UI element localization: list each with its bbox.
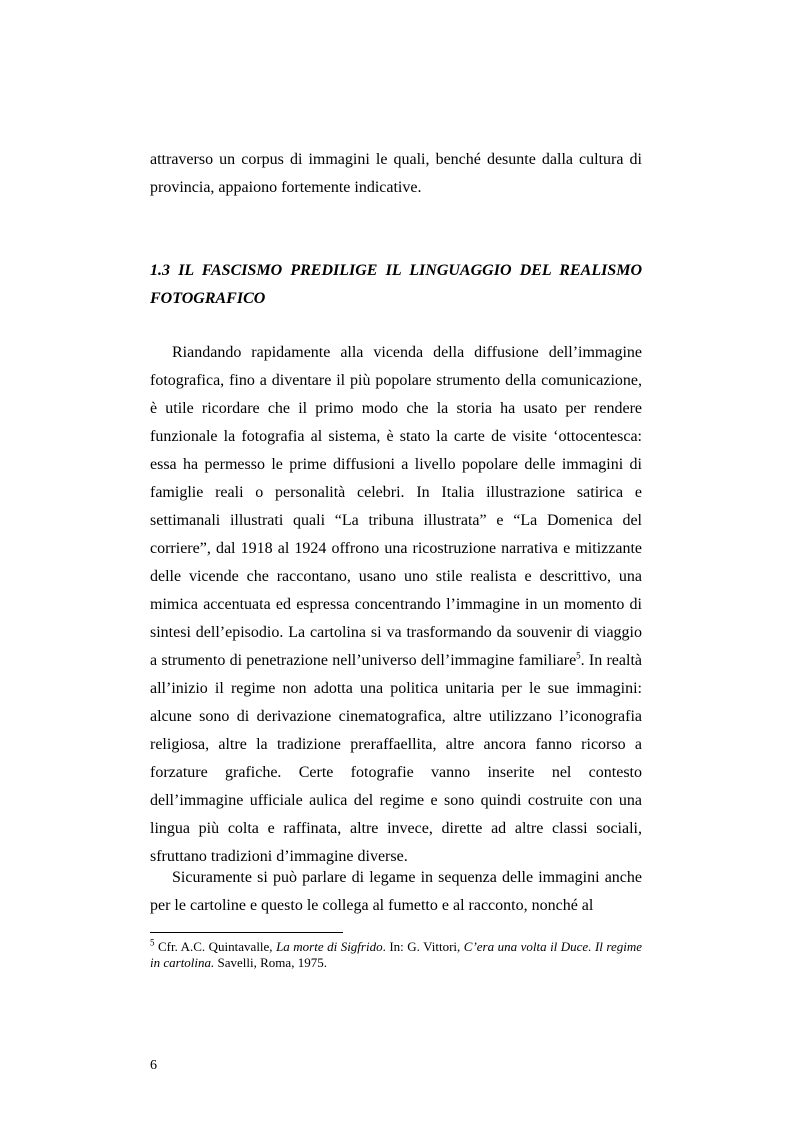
footnote-title-sigfrido: La morte di Sigfrido: [276, 939, 383, 954]
footnote-number: 5: [150, 937, 155, 948]
main-paragraph-text-before-note: Riandando rapidamente alla vicenda della diffusione dell’immagine fotografica, fino a diventare il più popolare strumento della comunicazione, è utile ricordare che il primo modo che la storia ha usato per rendere funzionale la fotografia al sistema, è stato la carte de visite ‘ottocentesca: essa ha permesso le prime diffusioni a livello popolare delle immagini di famiglie reali o personalità celebri. In Italia illustrazione satirica e settimanali illustrati quali “La tribuna illustrata” e “La Domenica del corriere”, dal 1918 al 1924 offrono una ricostruzione narrativa e mitizzante delle vicende che raccontano, usano uno stile realista e descrittivo, una mimica accentuata ed espressa concentrando l’immagine in un momento di sintesi dell’episodio. La cartolina si va trasformando da souvenir di viaggio a strumento di penetrazione nell’universo dell’immagine familiare: [150, 344, 642, 669]
footnote: [150, 939, 642, 971]
footnote-middle: . In: G. Vittori,: [382, 939, 464, 954]
intro-paragraph: attraverso un corpus di immagini le quali, benché desunte dalla cultura di provincia, appaiono fortemente indicative.: [150, 151, 642, 196]
footnote-separator: [150, 932, 343, 933]
main-paragraph-text-after-note: . In realtà all’inizio il regime non adotta una politica unitaria per le sue immagini: alcune sono di derivazione cinematografica, altre utilizzano l’iconografia religiosa, altre la tradizione preraffaellita, altre ancora fanno ricorso a forzature grafiche. Certe fotografie vanno inserite nel contesto dell’immagine ufficiale aulica del regime e sono quindi costruite con una lingua più colta e raffinata, altre invece, dirette ad altre classi sociali, sfruttano tradizioni d’immagine diverse.: [150, 652, 642, 865]
document-page: [150, 0, 642, 1123]
section-heading: 1.3 IL FASCISMO PREDILIGE IL LINGUAGGIO DEL REALISMO FOTOGRAFICO: [150, 262, 642, 307]
main-paragraph: [150, 339, 642, 871]
second-paragraph: Sicuramente si può parlare di legame in sequenza delle immagini anche per le cartoline e questo le collega al fumetto e al racconto, nonché al: [150, 869, 642, 914]
footnote-suffix: Savelli, Roma, 1975.: [214, 955, 327, 970]
footnote-prefix: Cfr. A.C. Quintavalle,: [154, 939, 277, 954]
page-number: 6: [150, 1058, 157, 1073]
footnote-title-duce: C’era una volta il Duce. Il regime in cartolina.: [150, 939, 642, 970]
footnote-reference: 5: [576, 650, 581, 661]
